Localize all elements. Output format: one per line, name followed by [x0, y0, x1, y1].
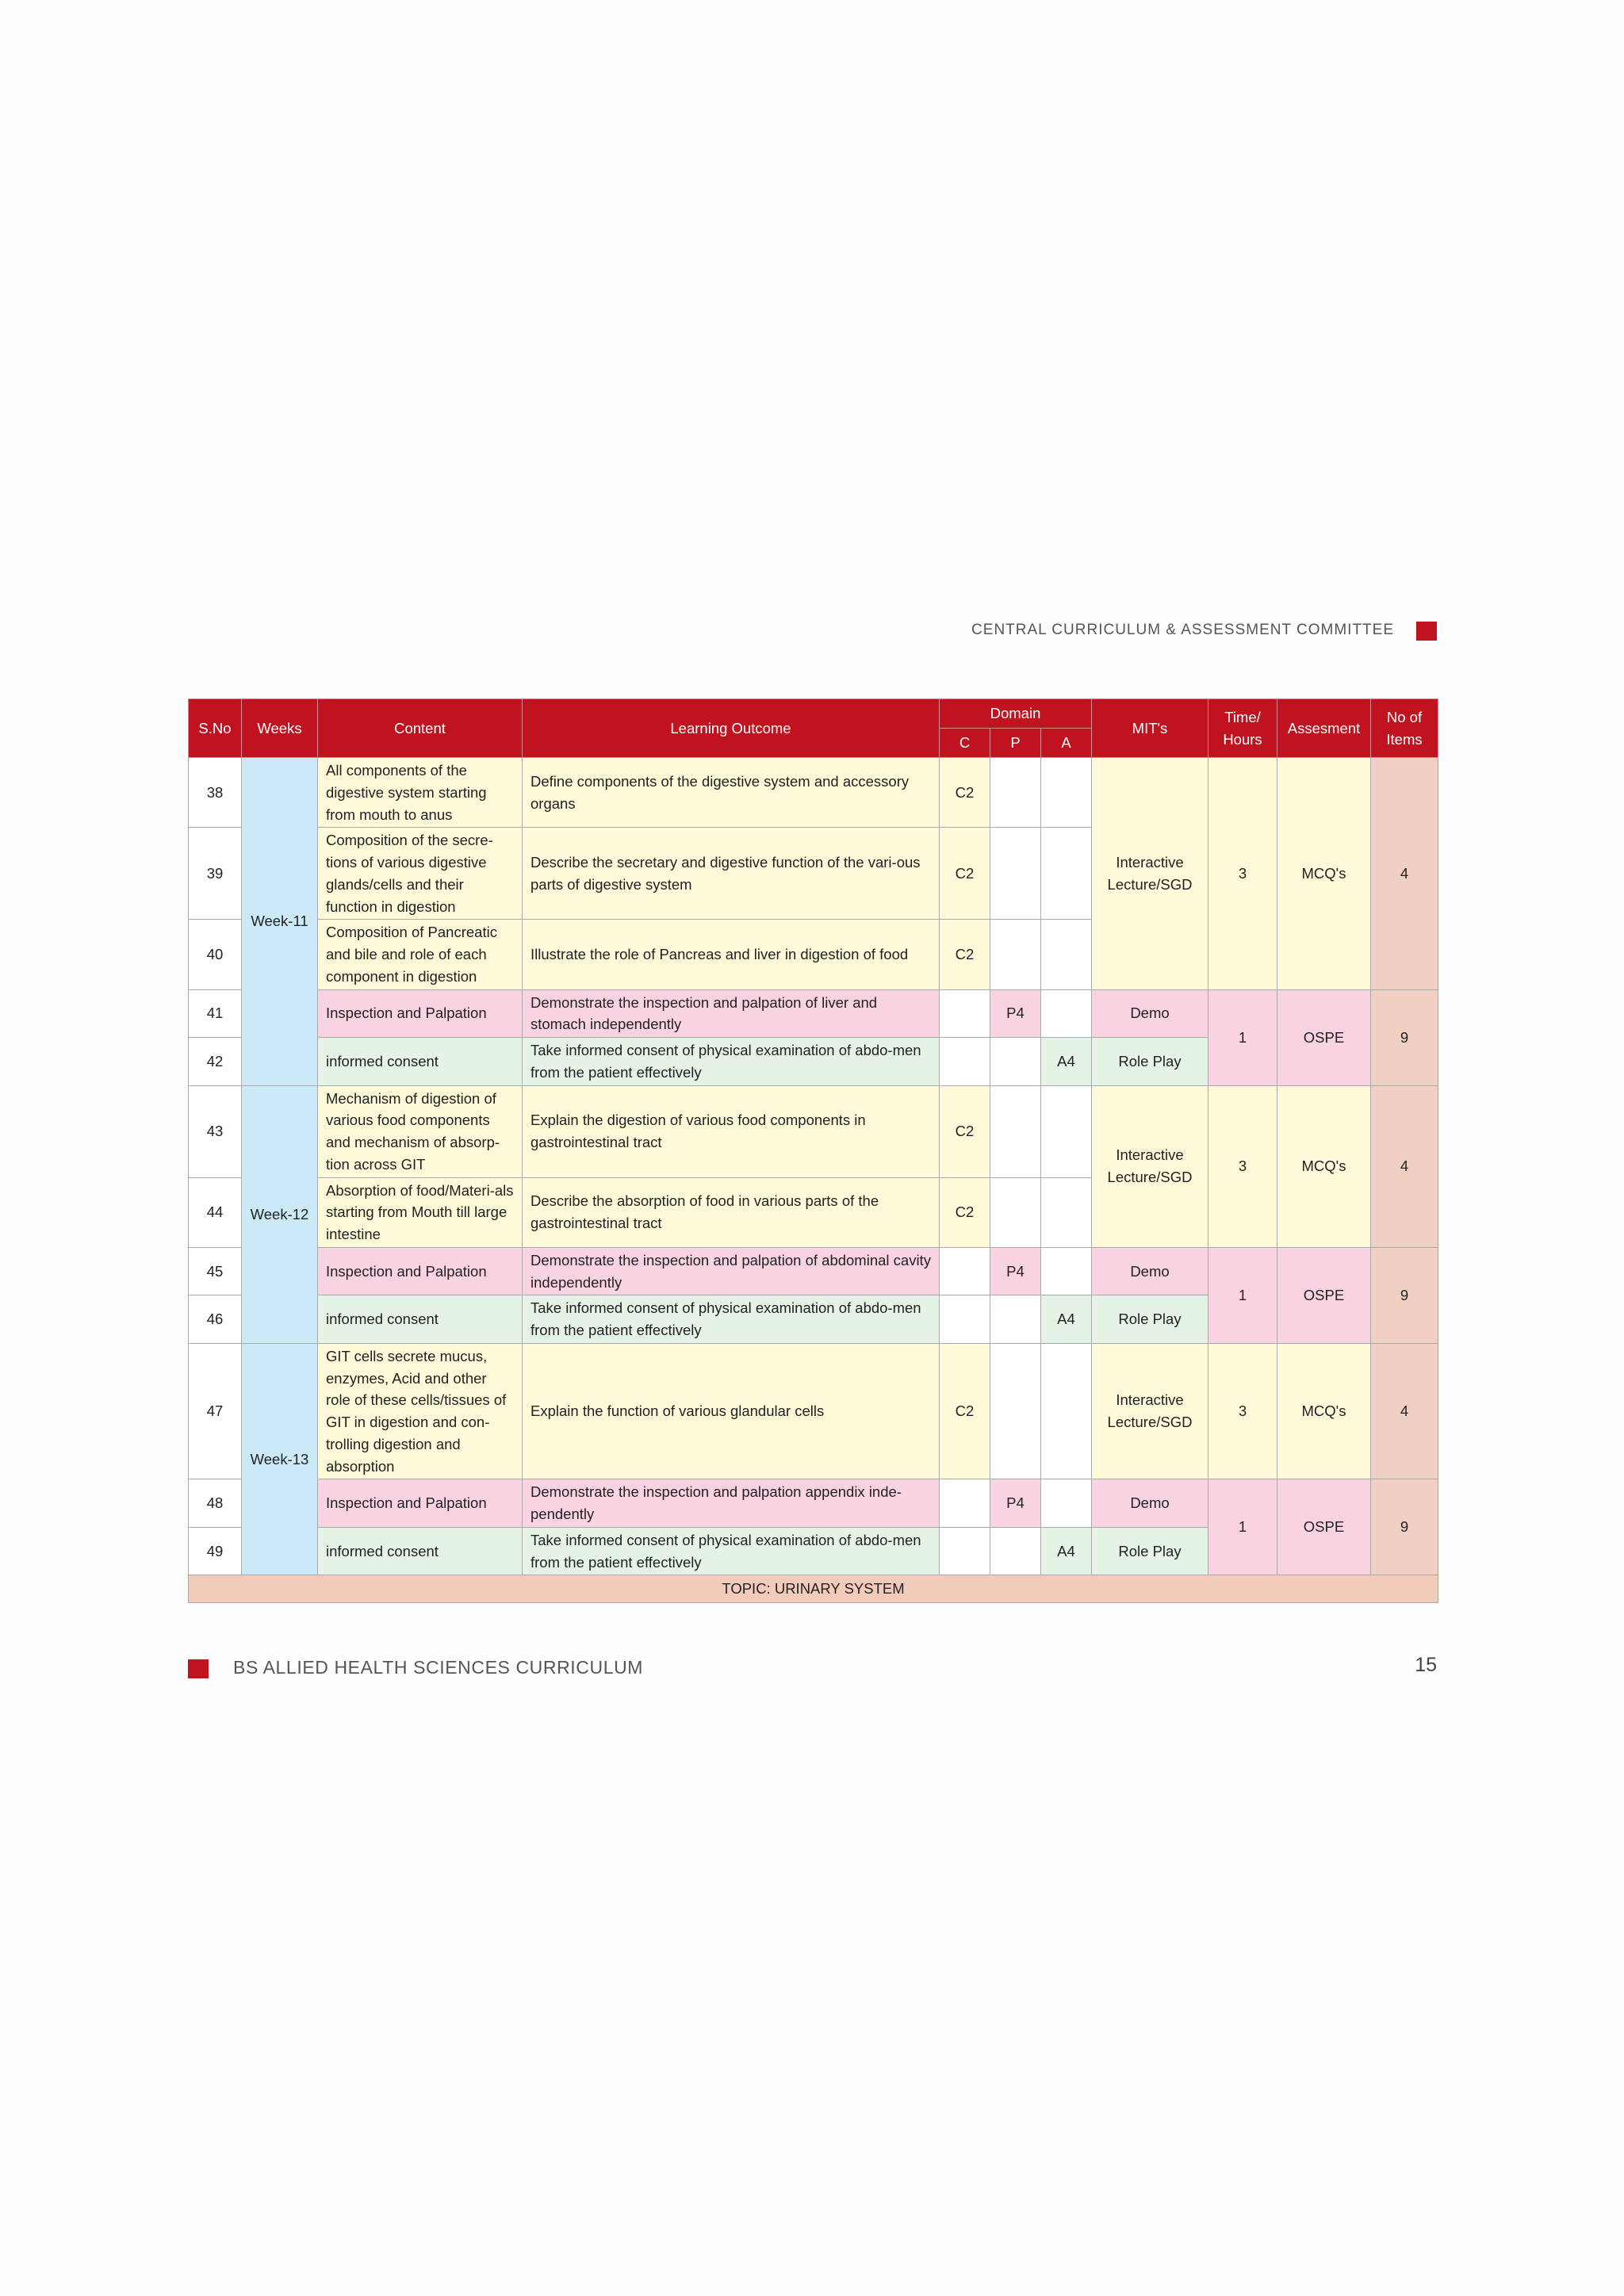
curriculum-table	[188, 698, 1438, 1603]
sno-cell: 47	[189, 1343, 242, 1479]
table-row	[189, 1479, 1438, 1528]
outcome-cell: Explain the function of various glandular cells	[523, 1343, 940, 1479]
outcome-cell: Define components of the digestive system and accessory organs	[523, 758, 940, 828]
domain-a-cell	[1041, 758, 1092, 828]
content-cell: informed consent	[318, 1295, 523, 1344]
table-row	[189, 989, 1438, 1038]
domain-p-cell	[990, 828, 1041, 920]
col-header-domain: Domain	[940, 699, 1092, 729]
assessment-cell: OSPE	[1277, 1247, 1371, 1343]
mit-cell: Role Play	[1092, 1527, 1208, 1575]
sno-cell: 42	[189, 1038, 242, 1086]
items-cell: 4	[1371, 1343, 1438, 1479]
outcome-cell: Demonstrate the inspection and palpation of liver and stomach independently	[523, 989, 940, 1038]
mit-cell: Demo	[1092, 1247, 1208, 1295]
domain-c-cell: C2	[940, 1343, 990, 1479]
week-cell: Week-11	[242, 758, 318, 1086]
sno-cell: 45	[189, 1247, 242, 1295]
sno-cell: 49	[189, 1527, 242, 1575]
domain-p-cell	[990, 758, 1041, 828]
outcome-cell: Take informed consent of physical examination of abdo-men from the patient effectively	[523, 1295, 940, 1344]
outcome-cell: Describe the secretary and digestive function of the vari-ous parts of digestive system	[523, 828, 940, 920]
mit-cell: Demo	[1092, 989, 1208, 1038]
content-cell: Composition of the secre-tions of various digestive glands/cells and their function in digestion	[318, 828, 523, 920]
sno-cell: 40	[189, 920, 242, 989]
week-cell: Week-12	[242, 1085, 318, 1343]
col-header-assessment: Assesment	[1277, 699, 1371, 758]
page-number: 15	[1415, 1654, 1437, 1676]
content-cell: informed consent	[318, 1038, 523, 1086]
domain-a-cell	[1041, 1247, 1092, 1295]
items-cell: 4	[1371, 758, 1438, 990]
items-cell: 9	[1371, 1247, 1438, 1343]
time-cell: 3	[1208, 1343, 1277, 1479]
outcome-cell: Demonstrate the inspection and palpation appendix inde-pendently	[523, 1479, 940, 1528]
outcome-cell: Describe the absorption of food in various parts of the gastrointestinal tract	[523, 1177, 940, 1247]
col-header-mits: MIT's	[1092, 699, 1208, 758]
col-header-domain-p: P	[990, 729, 1041, 758]
domain-c-cell: C2	[940, 758, 990, 828]
domain-a-cell	[1041, 828, 1092, 920]
assessment-cell: MCQ's	[1277, 758, 1371, 990]
domain-p-cell	[990, 1038, 1041, 1086]
domain-a-cell	[1041, 1343, 1092, 1479]
time-cell: 1	[1208, 1247, 1277, 1343]
sno-cell: 43	[189, 1085, 242, 1177]
domain-p-cell	[990, 1343, 1041, 1479]
mit-cell: Role Play	[1092, 1295, 1208, 1344]
domain-c-cell	[940, 989, 990, 1038]
domain-p-cell: P4	[990, 989, 1041, 1038]
content-cell: informed consent	[318, 1527, 523, 1575]
domain-a-cell: A4	[1041, 1295, 1092, 1344]
mit-cell: Interactive Lecture/SGD	[1092, 1343, 1208, 1479]
assessment-cell: OSPE	[1277, 1479, 1371, 1575]
sno-cell: 41	[189, 989, 242, 1038]
domain-c-cell: C2	[940, 1177, 990, 1247]
table-row	[189, 1085, 1438, 1177]
col-header-content: Content	[318, 699, 523, 758]
col-header-learning-outcome: Learning Outcome	[523, 699, 940, 758]
assessment-cell: OSPE	[1277, 989, 1371, 1085]
table-row	[189, 1247, 1438, 1295]
content-cell: Composition of Pancreatic and bile and role of each component in digestion	[318, 920, 523, 989]
sno-cell: 39	[189, 828, 242, 920]
footer-red-square	[188, 1659, 209, 1678]
content-cell: Inspection and Palpation	[318, 1479, 523, 1528]
content-cell: Inspection and Palpation	[318, 1247, 523, 1295]
sno-cell: 44	[189, 1177, 242, 1247]
domain-c-cell	[940, 1479, 990, 1528]
domain-p-cell	[990, 1527, 1041, 1575]
domain-c-cell	[940, 1247, 990, 1295]
content-cell: All components of the digestive system starting from mouth to anus	[318, 758, 523, 828]
outcome-cell: Demonstrate the inspection and palpation of abdominal cavity independently	[523, 1247, 940, 1295]
domain-a-cell: A4	[1041, 1038, 1092, 1086]
outcome-cell: Illustrate the role of Pancreas and liver in digestion of food	[523, 920, 940, 989]
topic-row	[189, 1575, 1438, 1603]
domain-p-cell	[990, 920, 1041, 989]
domain-c-cell	[940, 1038, 990, 1086]
domain-c-cell	[940, 1295, 990, 1344]
assessment-cell: MCQ's	[1277, 1085, 1371, 1247]
domain-a-cell	[1041, 1479, 1092, 1528]
content-cell: Absorption of food/Materi-als starting from Mouth till large intestine	[318, 1177, 523, 1247]
table-row	[189, 1343, 1438, 1479]
items-cell: 4	[1371, 1085, 1438, 1247]
domain-c-cell: C2	[940, 1085, 990, 1177]
domain-c-cell: C2	[940, 828, 990, 920]
time-cell: 1	[1208, 1479, 1277, 1575]
domain-c-cell: C2	[940, 920, 990, 989]
col-header-no-of-items: No of Items	[1371, 699, 1438, 758]
domain-c-cell	[940, 1527, 990, 1575]
outcome-cell: Take informed consent of physical examination of abdo-men from the patient effectively	[523, 1038, 940, 1086]
col-header-sno: S.No	[189, 699, 242, 758]
content-cell: Inspection and Palpation	[318, 989, 523, 1038]
mit-cell: Interactive Lecture/SGD	[1092, 758, 1208, 990]
col-header-weeks: Weeks	[242, 699, 318, 758]
content-cell: GIT cells secrete mucus, enzymes, Acid and other role of these cells/tissues of GIT in digestion and con-trolling digestion and absorption	[318, 1343, 523, 1479]
domain-p-cell: P4	[990, 1479, 1041, 1528]
week-cell: Week-13	[242, 1343, 318, 1575]
domain-p-cell: P4	[990, 1247, 1041, 1295]
col-header-domain-a: A	[1041, 729, 1092, 758]
col-header-time-hours: Time/ Hours	[1208, 699, 1277, 758]
content-cell: Mechanism of digestion of various food components and mechanism of absorp-tion across GIT	[318, 1085, 523, 1177]
topic-cell: TOPIC: URINARY SYSTEM	[189, 1575, 1438, 1603]
domain-a-cell	[1041, 1085, 1092, 1177]
header-red-square	[1416, 622, 1437, 641]
sno-cell: 46	[189, 1295, 242, 1344]
outcome-cell: Explain the digestion of various food components in gastrointestinal tract	[523, 1085, 940, 1177]
domain-a-cell	[1041, 989, 1092, 1038]
domain-a-cell	[1041, 920, 1092, 989]
items-cell: 9	[1371, 989, 1438, 1085]
time-cell: 3	[1208, 1085, 1277, 1247]
running-header: CENTRAL CURRICULUM & ASSESSMENT COMMITTEE	[971, 622, 1394, 638]
sno-cell: 38	[189, 758, 242, 828]
assessment-cell: MCQ's	[1277, 1343, 1371, 1479]
outcome-cell: Take informed consent of physical examination of abdo-men from the patient effectively	[523, 1527, 940, 1575]
items-cell: 9	[1371, 1479, 1438, 1575]
domain-p-cell	[990, 1177, 1041, 1247]
time-cell: 1	[1208, 989, 1277, 1085]
table-row	[189, 758, 1438, 828]
mit-cell: Interactive Lecture/SGD	[1092, 1085, 1208, 1247]
col-header-domain-c: C	[940, 729, 990, 758]
mit-cell: Demo	[1092, 1479, 1208, 1528]
domain-a-cell	[1041, 1177, 1092, 1247]
domain-p-cell	[990, 1085, 1041, 1177]
domain-p-cell	[990, 1295, 1041, 1344]
mit-cell: Role Play	[1092, 1038, 1208, 1086]
time-cell: 3	[1208, 758, 1277, 990]
domain-a-cell: A4	[1041, 1527, 1092, 1575]
footer-title: BS ALLIED HEALTH SCIENCES CURRICULUM	[233, 1657, 644, 1678]
sno-cell: 48	[189, 1479, 242, 1528]
